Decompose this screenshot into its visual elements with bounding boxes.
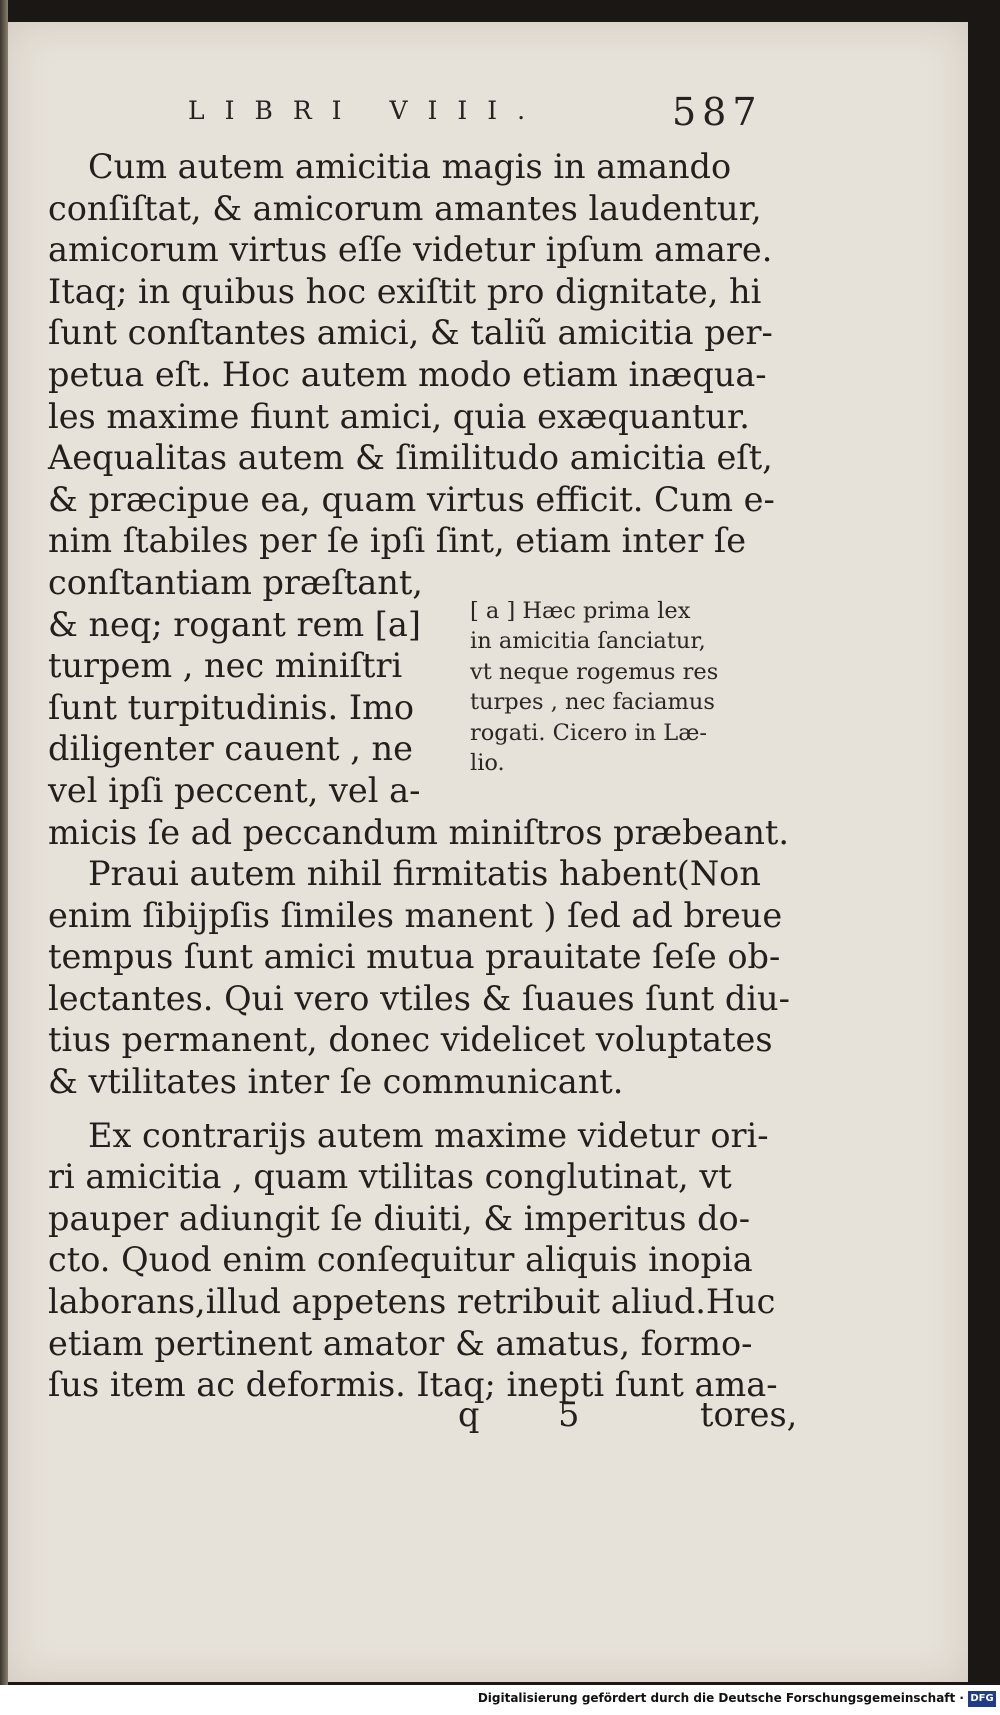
text-line: ſus item ac deformis. Itaq; inepti ſunt ama-	[48, 1365, 778, 1405]
running-head: LIBRI VIII.	[188, 96, 546, 125]
paragraph-2	[48, 853, 790, 1103]
text-line: Praui autem nihil firmitatis habent(Non	[88, 854, 761, 894]
text-line: Cum autem amicitia magis in amando	[88, 147, 732, 186]
digitization-footer	[0, 1685, 1000, 1715]
marginal-note-line: [ a ] Hæc prima lex	[470, 597, 691, 624]
paragraph-1-with-sidenote	[48, 562, 760, 812]
text-line: amicorum virtus eſſe videtur ipſum amare.	[48, 230, 773, 270]
text-line: & vtilitates inter ſe communicant.	[48, 1062, 624, 1102]
text-line: conſtantiam præſtant,	[48, 562, 423, 602]
marginal-note-line: lio.	[470, 750, 505, 777]
signature-mark: q 5	[458, 1395, 614, 1434]
text-line: micis ſe ad peccandum miniſtros præbeant.	[48, 812, 790, 852]
catchword: tores,	[700, 1395, 798, 1434]
text-line: ri amicitia , quam vtilitas conglutinat, vt	[48, 1157, 732, 1197]
marginal-note	[470, 596, 770, 779]
text-line: diligenter cauent , ne	[48, 729, 413, 769]
marginal-note-line: rogati. Cicero in Læ-	[470, 719, 707, 746]
text-line: lectantes. Qui vero vtiles & ſuaues ſunt diu-	[48, 978, 790, 1018]
text-line: cto. Quod enim conſequitur aliquis inopia	[48, 1240, 753, 1280]
text-line: ſunt turpitudinis. Imo	[48, 687, 415, 727]
text-line: & præcipue ea, quam virtus efficit. Cum e-	[48, 479, 775, 519]
marginal-note-line: turpes , nec faciamus	[470, 689, 715, 716]
main-text	[48, 146, 790, 1406]
funding-credit: Digitalisierung gefördert durch die Deutsche Forschungsgemeinschaft ·	[477, 1691, 964, 1705]
marginal-note-line: in amicitia ſanciatur,	[470, 628, 706, 655]
paragraph-3	[48, 1115, 778, 1406]
text-line: enim ſibijpſis ſimiles manent ) ſed ad breue	[48, 895, 783, 935]
text-line: conſiſtat, & amicorum amantes laudentur,	[48, 188, 762, 228]
text-line: nim ſtabiles per ſe ipſi ſint, etiam inter ſe	[48, 521, 747, 561]
text-line: ſunt conſtantes amici, & taliũ amicitia per-	[48, 313, 773, 353]
dfg-logo: DFG	[968, 1691, 996, 1707]
text-line: tius permanent, donec videlicet voluptates	[48, 1020, 773, 1060]
text-line: petua eſt. Hoc autem modo etiam inæqua-	[48, 354, 767, 394]
text-line: etiam pertinent amator & amatus, formo-	[48, 1323, 753, 1363]
text-line: tempus ſunt amici mutua prauitate ſeſe ob-	[48, 937, 781, 977]
text-line: Ex contrarijs autem maxime videtur ori-	[88, 1115, 769, 1155]
text-line: pauper adiungit ſe diuiti, & imperitus do-	[48, 1198, 751, 1238]
text-line: laborans,illud appetens retribuit aliud.Huc	[48, 1282, 776, 1322]
text-line: turpem , nec miniſtri	[48, 646, 403, 686]
marginal-note-line: vt neque rogemus res	[470, 658, 719, 685]
text-line: & neq; rogant rem [a]	[48, 604, 421, 644]
text-line: Aequalitas autem & ſimilitudo amicitia eſt,	[48, 438, 773, 478]
text-line: les maxime fiunt amici, quia exæquantur.	[48, 396, 750, 436]
text-line: Itaq; in quibus hoc exiſtit pro dignitate, hi	[48, 271, 762, 311]
paragraph-1-end	[48, 812, 790, 854]
book-binding-edge	[0, 0, 8, 1715]
text-line: vel ipſi peccent, vel a-	[48, 770, 421, 810]
page-number: 587	[672, 90, 763, 134]
page-header	[0, 90, 1000, 140]
paragraph-1-top	[48, 146, 775, 562]
